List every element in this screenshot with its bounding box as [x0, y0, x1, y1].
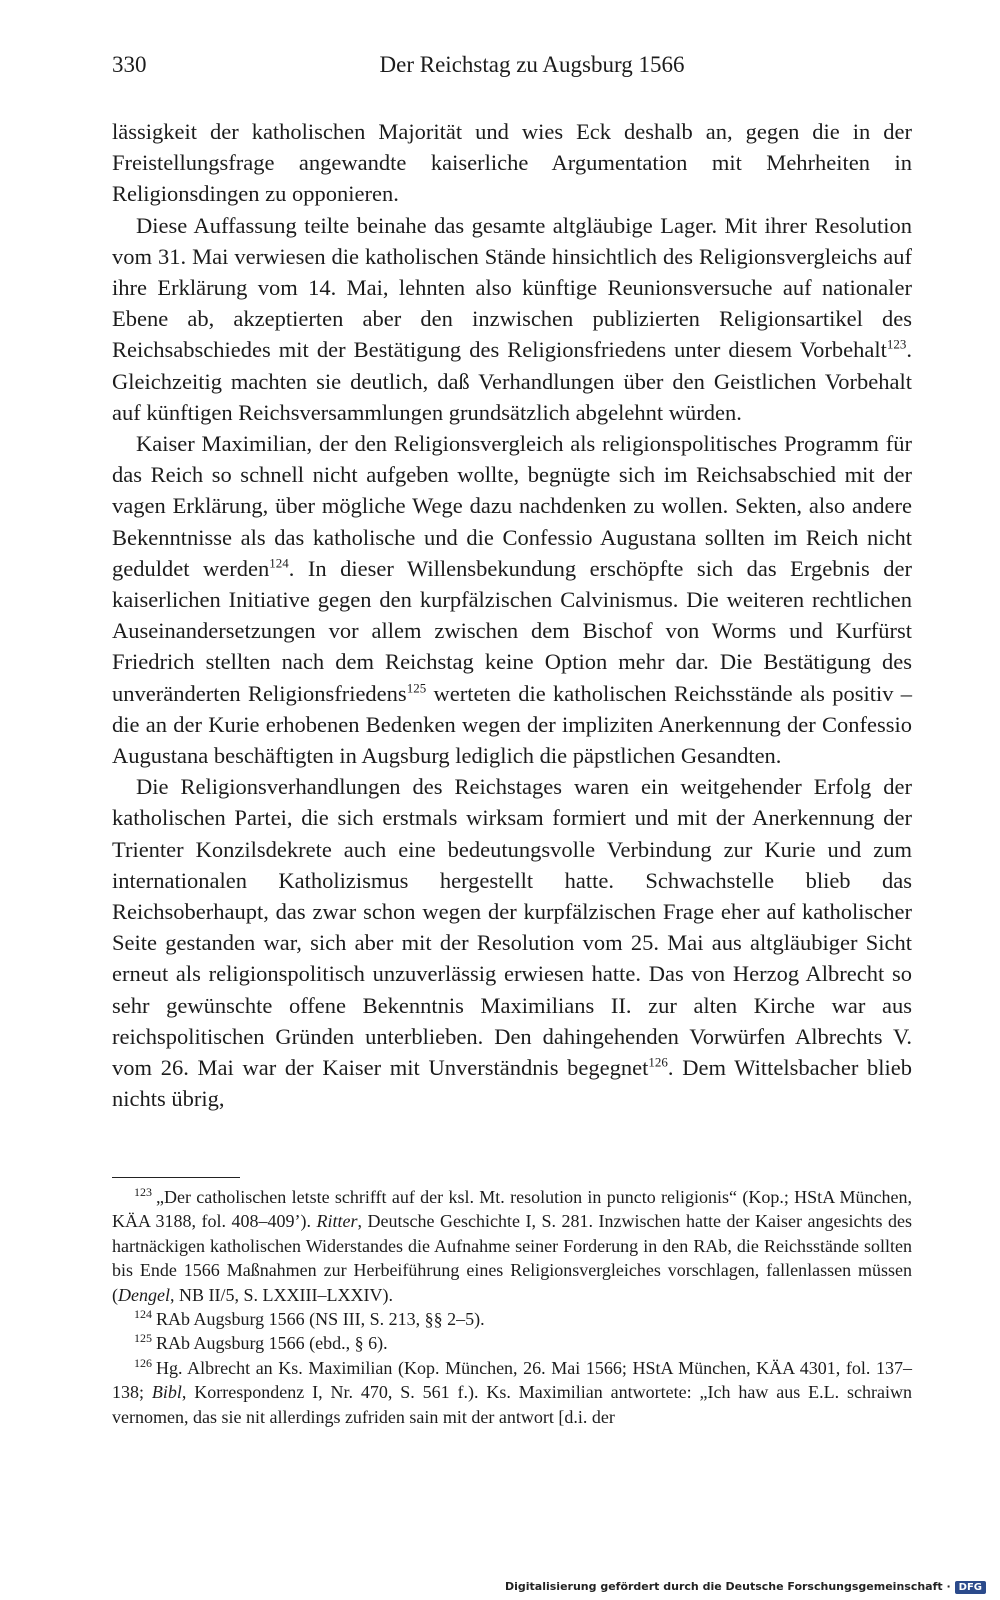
footnote-text: , NB II/5, S. LXXIII–LXXIV). [169, 1284, 393, 1305]
body-paragraph [112, 210, 912, 428]
footnote-number: 124 [134, 1307, 152, 1322]
footnote-citation-author: Bibl [151, 1382, 182, 1403]
dfg-logo: DFG [955, 1581, 986, 1594]
footnote-text: „Der catholischen letste schrifft auf der ksl. Mt. resolution in puncto religionis“ (Kop.; HStA München, KÄA 3188, fol. 408–409’). [112, 1187, 912, 1232]
footnote-reference: 126 [648, 1054, 668, 1070]
running-title: Der Reichstag zu Augsburg 1566 [379, 52, 685, 77]
footnote-text: , Deutsche Geschichte I, S. 281. Inzwischen hatte der Kaiser angesichts des hartnäckigen katholischen Widerstandes die Aufnahme seiner Forderung in den RAb, die Reichsstände sollten bis Ende 1566 Maßnahmen zur Herbeiführung eines Religionsvergleiches vorschlagen, fallenlassen müssen ( [112, 1211, 912, 1305]
paragraph-text: . In dieser Willensbekundung erschöpfte sich das Ergebnis der kaiserlichen Initiative gegen den kurpfälzischen Calvinismus. Die weiteren rechtlichen Auseinandersetzungen vor allem zwischen dem Bischof von Worms und Kurfürst Friedrich stellten nach dem Reichstag keine Option mehr dar. Die Bestätigung des unveränderten Religionsfriedens [112, 555, 912, 706]
footnote-number: 123 [134, 1185, 152, 1199]
body-paragraph [112, 771, 912, 1114]
footnote [112, 1307, 912, 1331]
footnote [112, 1331, 912, 1355]
paragraph-text: lässigkeit der katholischen Majorität und wies Eck deshalb an, gegen die in der Freistellungsfrage angewandte kaiserliche Argumentation mit Mehrheiten in Religionsdingen zu opponieren. [112, 119, 912, 207]
paragraph-text: werteten die katholischen Reichsstände als positiv – die an der Kurie erhobenen Bedenken wegen der impliziten Anerkennung der Confessio Augustana beschäftigten in Augsburg lediglich die päpstlichen Gesandten. [112, 680, 912, 769]
footnote-reference: 124 [269, 555, 289, 571]
page-header [112, 52, 912, 86]
paragraph-text: Kaiser Maximilian, der den Religionsvergleich als religionspolitisches Programm für das Reich so schnell nicht aufgeben wollte, begnügte sich im Reichsabschied mit der vagen Erklärung, über mögliche Wege dazu nachdenken zu wollen. Sekten, also andere Bekenntnisse als das katholische und die Confessio Augustana sollten im Reich nicht geduldet werden [112, 431, 912, 581]
footnote-number: 126 [134, 1355, 152, 1370]
footnote-separator [112, 1177, 240, 1178]
footnote-reference: 123 [886, 336, 907, 352]
paragraph-text: Die Religionsverhandlungen des Reichstages waren ein weitgehender Erfolg der katholischen Partei, die sich erstmals wirksam formiert und mit der Anerkennung der Trienter Konzilsdekrete auch eine bedeutungsvolle Verbindung zur Kurie und zum internationalen Katholizismus hergestellt hatte. Schwachstelle blieb das Reichsoberhaupt, das zwar schon wegen der kurpfälzischen Frage eher auf katholischer Seite gestanden war, sich aber mit der Resolution vom 25. Mai aus altgläubiger Sicht erneut als religionspolitisch unzuverlässig erwiesen hatte. Das von Herzog Albrecht so sehr gewünschte offene Bekenntnis Maximilians II. zur alten Kirche war aus reichspolitischen Gründen unterblieben. Den dahingehenden Vorwürfen Albrechts V. vom 26. Mai war der Kaiser mit Unverständnis begegnet [112, 774, 912, 1081]
footnote-text: RAb Augsburg 1566 (NS III, S. 213, §§ 2–5). [156, 1309, 485, 1330]
body-paragraph [112, 428, 912, 771]
footnote-text: , Korrespondenz I, Nr. 470, S. 561 f.). Ks. Maximilian antwortete: „Ich haw aus E.L. schraiwn vernomen, das sie nit allerdings zufriden sain mit der antwort [d.i. der [112, 1382, 912, 1427]
paragraph-text: Diese Auffassung teilte beinahe das gesamte altgläubige Lager. Mit ihrer Resolution vom 31. Mai verwiesen die katholischen Stände hinsichtlich des Religionsvergleichs auf ihre Erklärung vom 14. Mai, lehnten also künftige Reunionsversuche auf nationaler Ebene ab, akzeptierten aber den inzwischen publizierten Religionsartikel des Reichsabschiedes mit der Bestätigung des Religionsfriedens unter diesem Vorbehalt [112, 212, 912, 363]
paragraph-text: . Dem Wittelsbacher blieb nichts übrig, [112, 1055, 913, 1112]
footnotes [112, 1185, 912, 1429]
footnote-citation-author: Ritter [316, 1211, 358, 1232]
footnote-citation-author: Dengel [118, 1284, 170, 1305]
footnote-number: 125 [134, 1331, 152, 1346]
paragraph-text: . Gleichzeitig machten sie deutlich, daß Verhandlungen über den Geistlichen Vorbehalt auf künftigen Reichsversammlungen grundsätzlich abgelehnt würden. [112, 337, 912, 425]
footnote-reference: 125 [406, 680, 427, 696]
body-paragraph [112, 116, 912, 210]
footnote-text: Hg. Albrecht an Ks. Maximilian (Kop. München, 26. Mai 1566; HStA München, KÄA 4301, fol. 137–138; [112, 1357, 912, 1403]
digitization-credit [505, 1580, 986, 1594]
page-number: 330 [112, 52, 147, 77]
footnote [112, 1185, 912, 1307]
footnote-text: RAb Augsburg 1566 (ebd., § 6). [156, 1333, 388, 1354]
credit-text: Digitalisierung gefördert durch die Deutsche Forschungsgemeinschaft · [504, 1580, 951, 1593]
body-text [112, 116, 912, 1115]
footnote [112, 1356, 912, 1429]
